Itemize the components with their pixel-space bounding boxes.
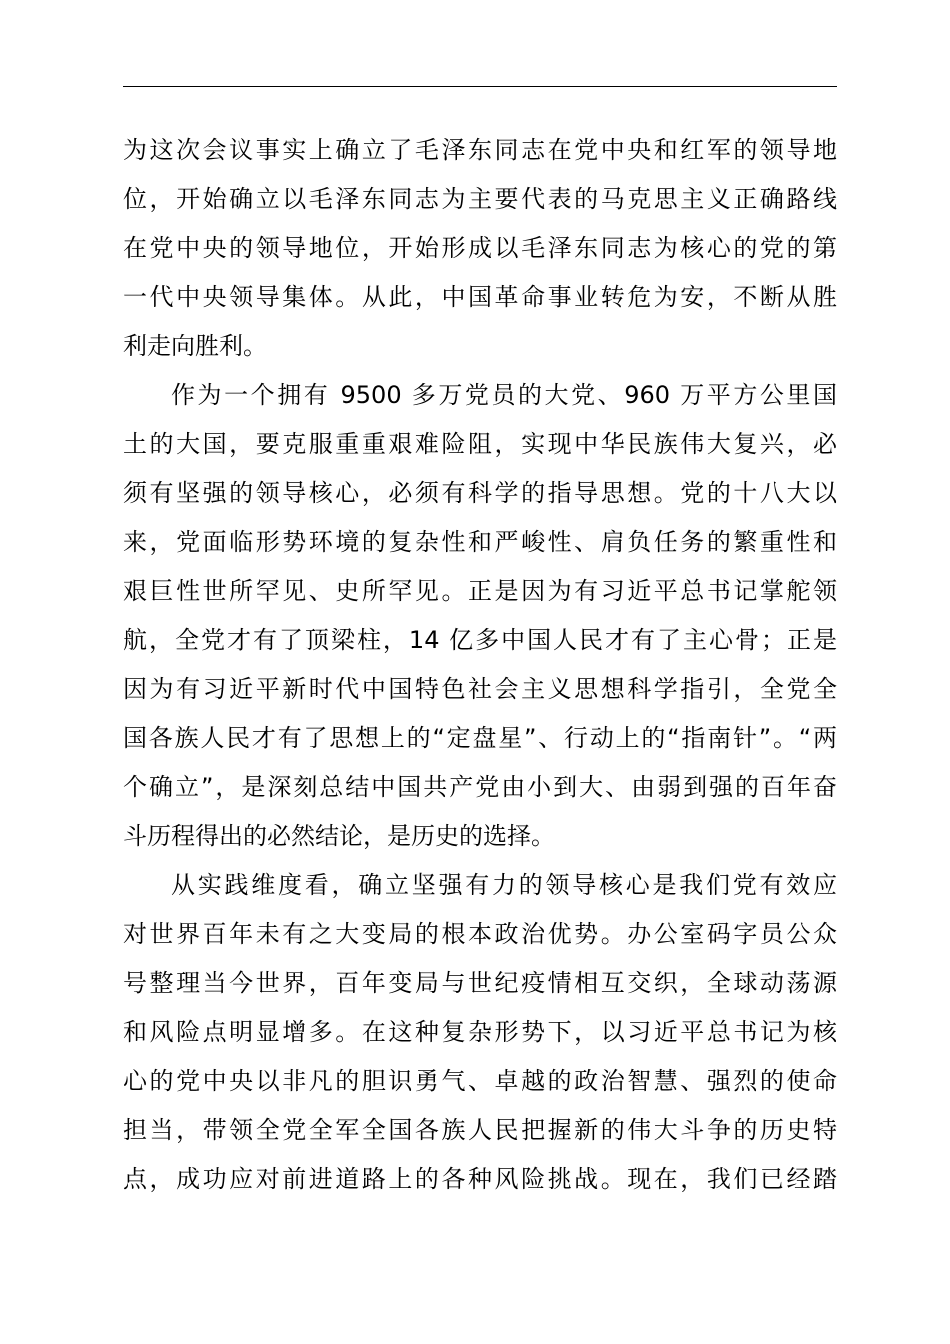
text-line: 艰巨性世所罕见、史所罕见。正是因为有习近平总书记掌舵领 (123, 577, 837, 605)
text-line: 从实践维度看，确立坚强有力的领导核心是我们党有效应 (171, 871, 837, 899)
text-line: 须有坚强的领导核心，必须有科学的指导思想。党的十八大以 (123, 479, 837, 507)
text-line: 号整理当今世界，百年变局与世纪疫情相互交织，全球动荡源 (123, 969, 837, 997)
text-line: 国各族人民才有了思想上的“定盘星”、行动上的“指南针”。“两 (123, 724, 837, 752)
text-line: 对世界百年未有之大变局的根本政治优势。办公室码字员公众 (123, 920, 837, 948)
text-line: 点，成功应对前进道路上的各种风险挑战。现在，我们已经踏 (123, 1165, 837, 1193)
body-text (123, 126, 837, 1204)
text-line: 担当，带领全党全军全国各族人民把握新的伟大斗争的历史特 (123, 1116, 837, 1144)
text-line: 位，开始确立以毛泽东同志为主要代表的马克思主义正确路线 (123, 185, 837, 213)
text-line: 和风险点明显增多。在这种复杂形势下，以习近平总书记为核 (123, 1018, 837, 1046)
text-line: 为这次会议事实上确立了毛泽东同志在党中央和红军的领导地 (123, 136, 837, 164)
text-line: 个确立”，是深刻总结中国共产党由小到大、由弱到强的百年奋 (123, 773, 837, 801)
text-line: 斗历程得出的必然结论，是历史的选择。 (123, 822, 555, 850)
text-line: 一代中央领导集体。从此，中国革命事业转危为安，不断从胜 (123, 283, 837, 311)
text-line: 在党中央的领导地位，开始形成以毛泽东同志为核心的党的第 (123, 234, 837, 262)
text-line: 土的大国，要克服重重艰难险阻，实现中华民族伟大复兴，必 (123, 430, 837, 458)
text-line: 因为有习近平新时代中国特色社会主义思想科学指引，全党全 (123, 675, 837, 703)
text-line: 心的党中央以非凡的胆识勇气、卓越的政治智慧、强烈的使命 (123, 1067, 837, 1095)
header-rule (123, 86, 837, 87)
text-line: 利走向胜利。 (123, 332, 267, 360)
text-line: 航，全党才有了顶梁柱，14 亿多中国人民才有了主心骨；正是 (123, 626, 837, 654)
text-line: 来，党面临形势环境的复杂性和严峻性、肩负任务的繁重性和 (123, 528, 837, 556)
text-line: 作为一个拥有 9500 多万党员的大党、960 万平方公里国 (171, 381, 837, 409)
